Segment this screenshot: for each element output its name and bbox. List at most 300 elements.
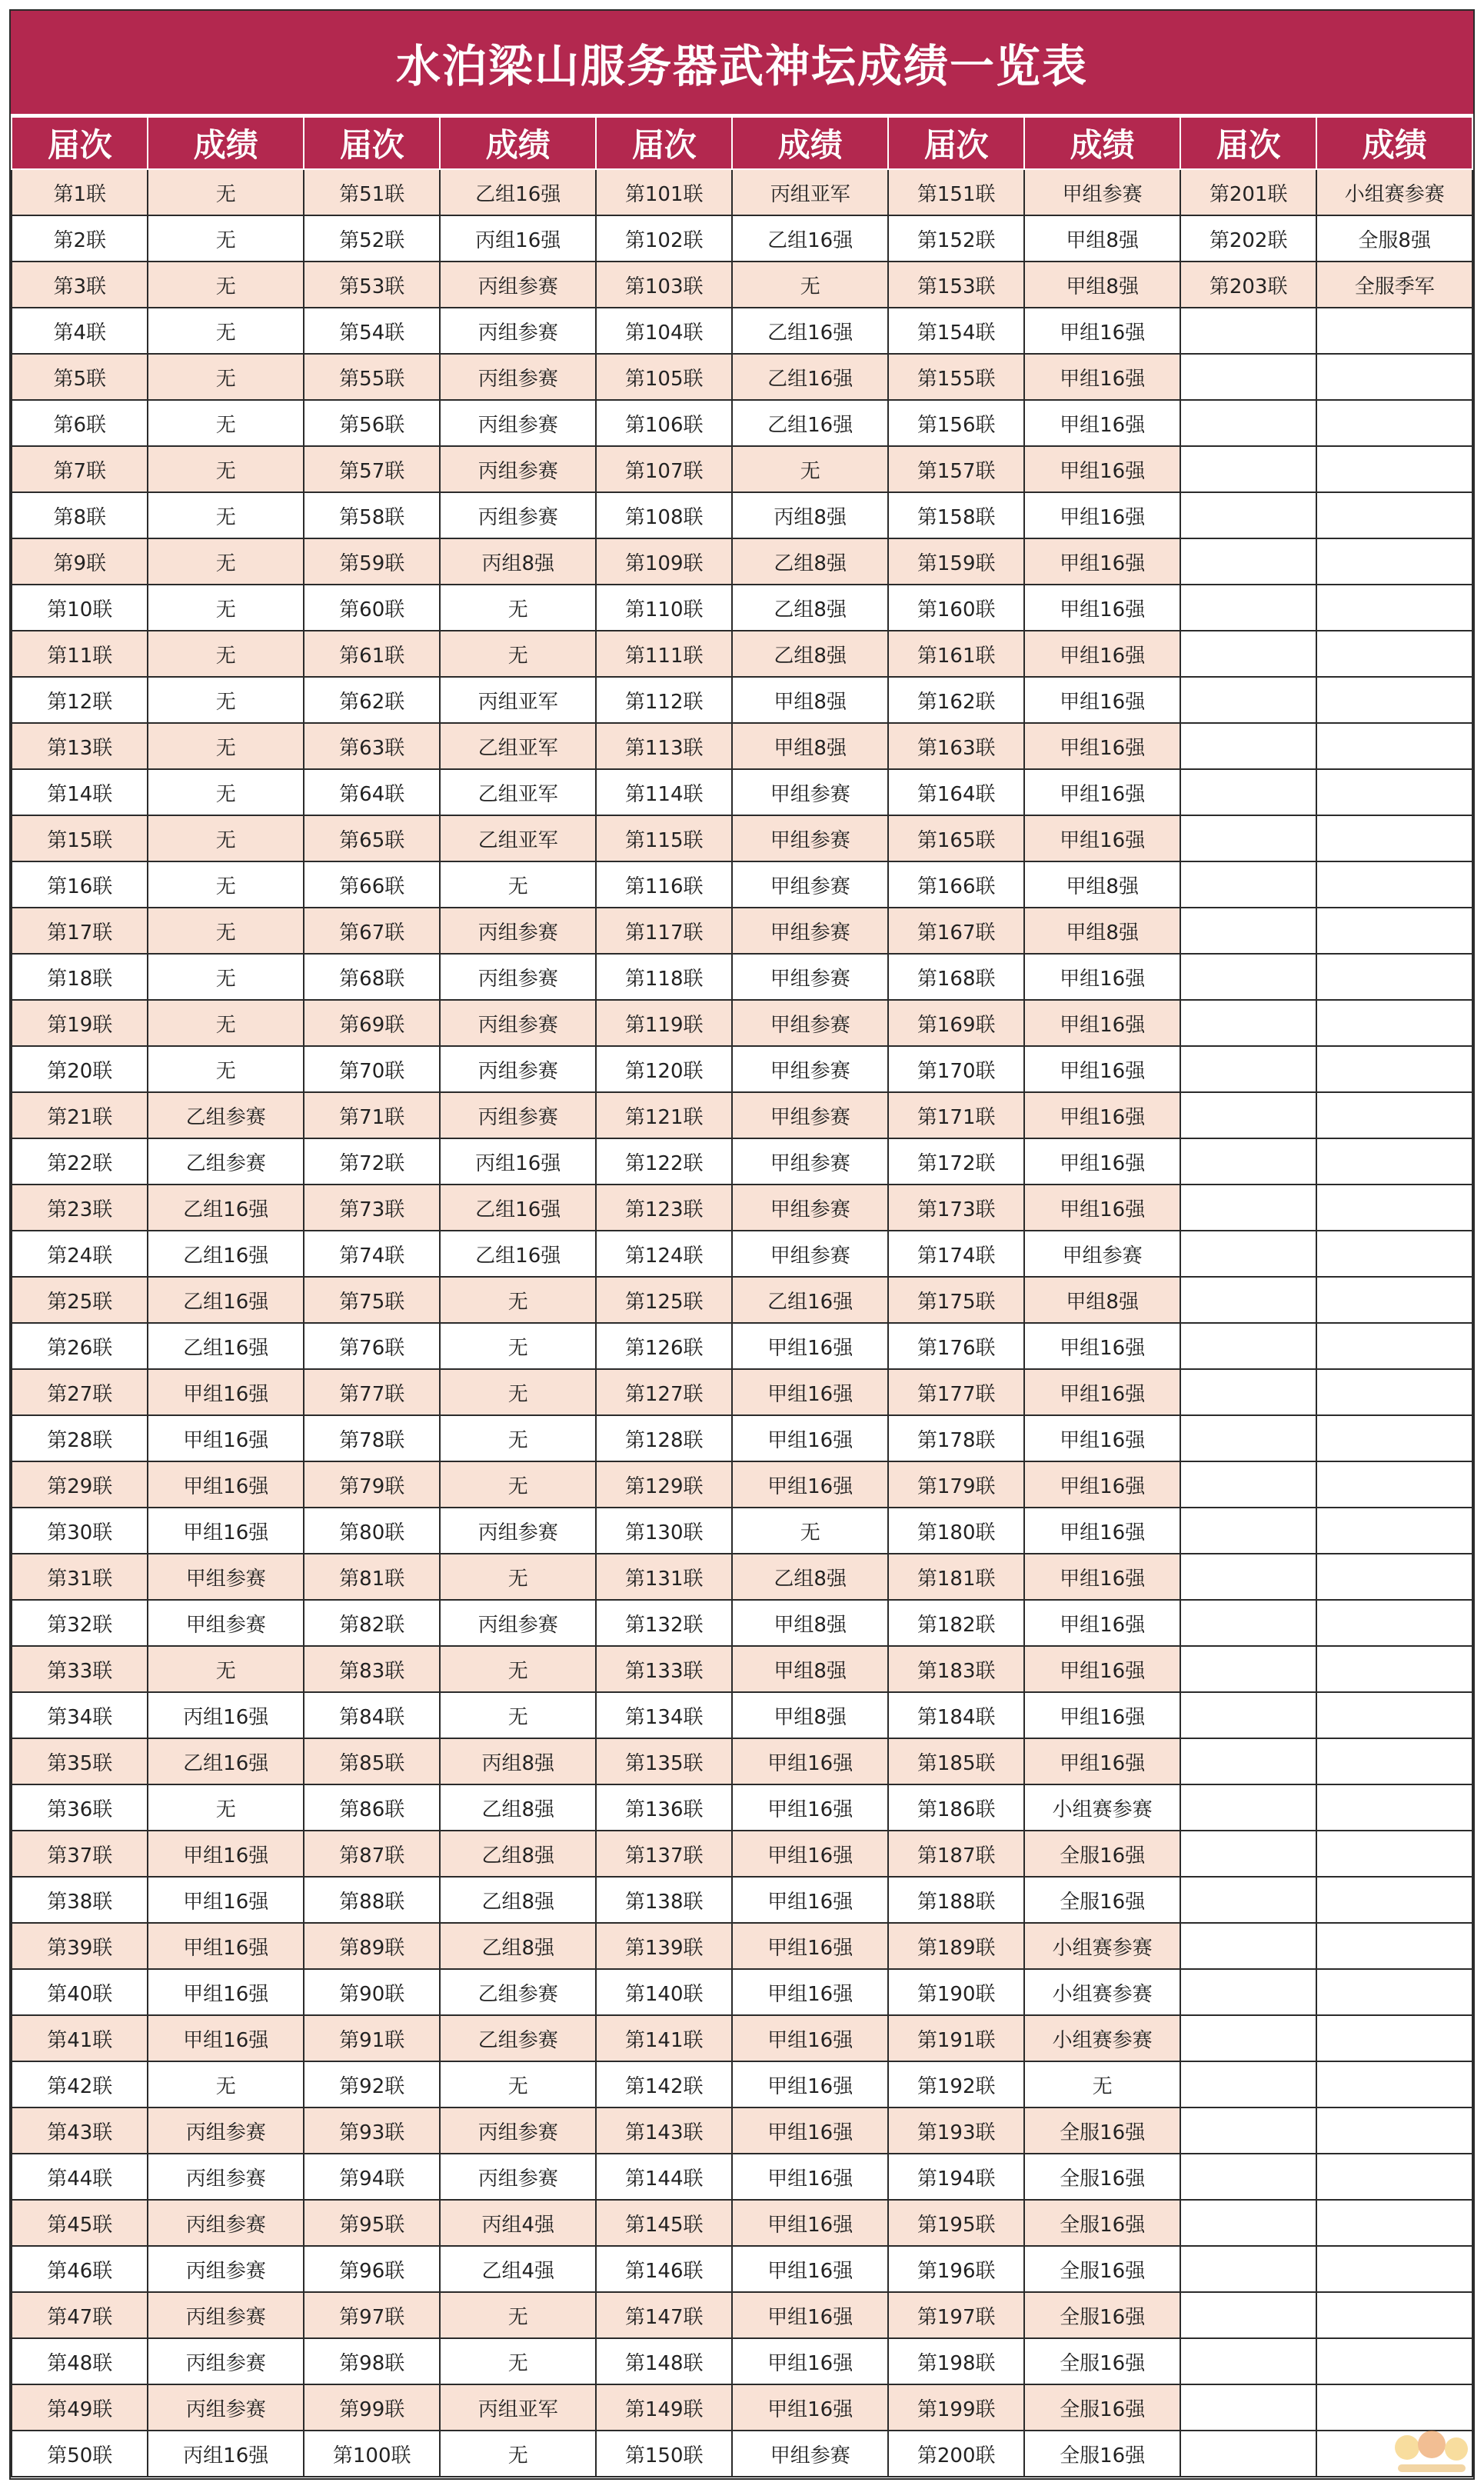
session-cell [1180, 2200, 1316, 2246]
result-cell: 乙组8强 [732, 538, 888, 585]
session-cell: 第85联 [304, 1738, 440, 1784]
result-cell: 甲组16强 [148, 1969, 304, 2015]
session-cell: 第24联 [12, 1231, 148, 1277]
session-cell [1180, 2107, 1316, 2154]
table-row [12, 1046, 1472, 1092]
session-cell [1180, 2338, 1316, 2384]
result-cell: 甲组16强 [148, 1923, 304, 1969]
result-cell: 丙组参赛 [440, 354, 596, 400]
result-cell [1316, 400, 1472, 446]
session-cell: 第5联 [12, 354, 148, 400]
session-cell: 第187联 [888, 1831, 1024, 1877]
session-cell: 第153联 [888, 262, 1024, 308]
session-cell [1180, 1138, 1316, 1185]
session-cell: 第98联 [304, 2338, 440, 2384]
session-cell: 第176联 [888, 1323, 1024, 1369]
result-cell: 无 [148, 1000, 304, 1046]
result-cell: 全服16强 [1024, 2292, 1180, 2338]
session-cell: 第36联 [12, 1784, 148, 1831]
session-cell: 第197联 [888, 2292, 1024, 2338]
session-cell: 第44联 [12, 2154, 148, 2200]
session-cell [1180, 354, 1316, 400]
result-cell: 丙组参赛 [440, 1046, 596, 1092]
header-session: 届次 [12, 117, 148, 169]
session-cell: 第172联 [888, 1138, 1024, 1185]
result-cell: 无 [440, 1461, 596, 1508]
session-cell: 第2联 [12, 215, 148, 262]
result-cell: 甲组参赛 [1024, 1231, 1180, 1277]
session-cell: 第164联 [888, 769, 1024, 815]
result-cell: 甲组16强 [732, 2200, 888, 2246]
result-cell: 丙组参赛 [440, 1508, 596, 1554]
table-row [12, 1000, 1472, 1046]
session-cell [1180, 2154, 1316, 2200]
table-row [12, 1508, 1472, 1554]
session-cell [1180, 1092, 1316, 1138]
session-cell: 第71联 [304, 1092, 440, 1138]
session-cell: 第143联 [596, 2107, 732, 2154]
session-cell: 第25联 [12, 1277, 148, 1323]
result-cell: 乙组亚军 [440, 815, 596, 861]
session-cell [1180, 1415, 1316, 1461]
result-cell [1316, 2292, 1472, 2338]
session-cell: 第31联 [12, 1554, 148, 1600]
session-cell: 第132联 [596, 1600, 732, 1646]
session-cell: 第139联 [596, 1923, 732, 1969]
result-cell: 甲组16强 [1024, 1646, 1180, 1692]
result-cell: 丙组参赛 [440, 2154, 596, 2200]
result-cell: 无 [148, 769, 304, 815]
session-cell: 第128联 [596, 1415, 732, 1461]
result-cell: 甲组16强 [732, 1923, 888, 1969]
table-row [12, 2384, 1472, 2431]
result-cell: 甲组16强 [148, 1415, 304, 1461]
result-cell: 甲组16强 [1024, 631, 1180, 677]
result-cell [1316, 1923, 1472, 1969]
session-cell: 第66联 [304, 861, 440, 908]
result-cell: 甲组16强 [148, 1461, 304, 1508]
result-cell: 丙组8强 [732, 492, 888, 538]
result-cell: 甲组16强 [148, 1877, 304, 1923]
session-cell: 第120联 [596, 1046, 732, 1092]
table-row [12, 400, 1472, 446]
session-cell: 第33联 [12, 1646, 148, 1692]
session-cell: 第91联 [304, 2015, 440, 2061]
result-cell: 无 [148, 262, 304, 308]
result-cell: 甲组8强 [732, 1646, 888, 1692]
table-row [12, 1600, 1472, 1646]
header-result: 成绩 [440, 117, 596, 169]
session-cell: 第203联 [1180, 262, 1316, 308]
session-cell [1180, 1692, 1316, 1738]
session-cell [1180, 1923, 1316, 1969]
table-row [12, 585, 1472, 631]
session-cell: 第70联 [304, 1046, 440, 1092]
result-cell: 甲组16强 [1024, 815, 1180, 861]
logo-icon [1390, 2424, 1473, 2478]
session-cell: 第184联 [888, 1692, 1024, 1738]
session-cell: 第46联 [12, 2246, 148, 2292]
result-cell: 全服8强 [1316, 215, 1472, 262]
session-cell: 第43联 [12, 2107, 148, 2154]
session-cell: 第56联 [304, 400, 440, 446]
result-cell: 丙组16强 [148, 1692, 304, 1738]
result-cell: 甲组16强 [1024, 1692, 1180, 1738]
session-cell: 第9联 [12, 538, 148, 585]
result-cell: 无 [148, 169, 304, 215]
result-cell: 甲组16强 [1024, 1738, 1180, 1784]
session-cell [1180, 1461, 1316, 1508]
session-cell: 第1联 [12, 169, 148, 215]
result-cell: 无 [732, 262, 888, 308]
result-cell: 甲组16强 [1024, 1554, 1180, 1600]
session-cell: 第166联 [888, 861, 1024, 908]
result-cell [1316, 354, 1472, 400]
result-cell: 无 [440, 1415, 596, 1461]
session-cell: 第181联 [888, 1554, 1024, 1600]
result-cell: 无 [440, 2338, 596, 2384]
result-cell [1316, 1784, 1472, 1831]
result-cell: 丙组8强 [440, 1738, 596, 1784]
result-cell [1316, 1831, 1472, 1877]
result-cell: 乙组8强 [440, 1831, 596, 1877]
session-cell: 第15联 [12, 815, 148, 861]
result-cell [1316, 1323, 1472, 1369]
result-cell: 丙组亚军 [440, 2384, 596, 2431]
result-cell: 甲组参赛 [732, 908, 888, 954]
session-cell: 第57联 [304, 446, 440, 492]
session-cell: 第13联 [12, 723, 148, 769]
session-cell: 第23联 [12, 1185, 148, 1231]
session-cell: 第194联 [888, 2154, 1024, 2200]
result-cell: 全服季军 [1316, 262, 1472, 308]
session-cell: 第105联 [596, 354, 732, 400]
result-cell: 乙组16强 [148, 1738, 304, 1784]
table-row [12, 1877, 1472, 1923]
result-cell [1316, 677, 1472, 723]
session-cell: 第167联 [888, 908, 1024, 954]
session-cell: 第84联 [304, 1692, 440, 1738]
session-cell: 第29联 [12, 1461, 148, 1508]
result-cell: 全服16强 [1024, 2431, 1180, 2477]
session-cell [1180, 815, 1316, 861]
result-cell: 甲组16强 [1024, 1461, 1180, 1508]
session-cell: 第144联 [596, 2154, 732, 2200]
result-cell: 甲组16强 [1024, 954, 1180, 1000]
result-cell [1316, 1092, 1472, 1138]
result-cell: 无 [148, 954, 304, 1000]
result-cell: 甲组8强 [1024, 262, 1180, 308]
result-cell: 小组赛参赛 [1024, 1923, 1180, 1969]
result-cell: 甲组16强 [732, 1461, 888, 1508]
table-row [12, 492, 1472, 538]
session-cell: 第95联 [304, 2200, 440, 2246]
result-cell: 无 [148, 631, 304, 677]
result-cell: 乙组16强 [440, 169, 596, 215]
session-cell [1180, 631, 1316, 677]
result-cell: 甲组参赛 [1024, 169, 1180, 215]
session-cell: 第123联 [596, 1185, 732, 1231]
header-session: 届次 [888, 117, 1024, 169]
session-cell: 第21联 [12, 1092, 148, 1138]
session-cell: 第97联 [304, 2292, 440, 2338]
session-cell [1180, 861, 1316, 908]
session-cell: 第87联 [304, 1831, 440, 1877]
result-cell [1316, 954, 1472, 1000]
result-cell: 甲组16强 [1024, 1185, 1180, 1231]
result-cell [1316, 2338, 1472, 2384]
result-cell: 甲组16强 [732, 1415, 888, 1461]
session-cell: 第82联 [304, 1600, 440, 1646]
session-cell: 第149联 [596, 2384, 732, 2431]
table-row [12, 2061, 1472, 2107]
result-cell: 无 [1024, 2061, 1180, 2107]
result-cell: 甲组16强 [1024, 400, 1180, 446]
session-cell: 第186联 [888, 1784, 1024, 1831]
result-cell: 乙组8强 [440, 1923, 596, 1969]
session-cell: 第124联 [596, 1231, 732, 1277]
session-cell [1180, 446, 1316, 492]
result-cell: 无 [148, 2061, 304, 2107]
result-cell: 无 [732, 1508, 888, 1554]
result-cell: 甲组16强 [1024, 1323, 1180, 1369]
session-cell: 第20联 [12, 1046, 148, 1092]
table-row [12, 1092, 1472, 1138]
result-cell: 甲组16强 [148, 1831, 304, 1877]
session-cell: 第108联 [596, 492, 732, 538]
result-cell: 甲组参赛 [732, 1231, 888, 1277]
session-cell: 第118联 [596, 954, 732, 1000]
session-cell [1180, 2246, 1316, 2292]
result-cell: 丙组4强 [440, 2200, 596, 2246]
result-cell: 无 [148, 1046, 304, 1092]
session-cell [1180, 400, 1316, 446]
table-row [12, 1923, 1472, 1969]
result-cell: 乙组16强 [732, 308, 888, 354]
result-cell: 丙组16强 [440, 1138, 596, 1185]
session-cell: 第74联 [304, 1231, 440, 1277]
table-row [12, 1738, 1472, 1784]
session-cell [1180, 1600, 1316, 1646]
result-cell: 甲组8强 [732, 1692, 888, 1738]
session-cell: 第129联 [596, 1461, 732, 1508]
result-cell: 甲组16强 [1024, 1138, 1180, 1185]
result-cell [1316, 1692, 1472, 1738]
result-cell: 无 [148, 815, 304, 861]
session-cell: 第110联 [596, 585, 732, 631]
result-cell: 甲组8强 [1024, 1277, 1180, 1323]
result-cell: 丙组参赛 [148, 2154, 304, 2200]
result-cell: 乙组16强 [148, 1231, 304, 1277]
result-cell: 乙组参赛 [440, 2015, 596, 2061]
session-cell: 第160联 [888, 585, 1024, 631]
session-cell: 第131联 [596, 1554, 732, 1600]
session-cell: 第96联 [304, 2246, 440, 2292]
header-result: 成绩 [1316, 117, 1472, 169]
table-row [12, 2338, 1472, 2384]
table-row [12, 308, 1472, 354]
session-cell: 第189联 [888, 1923, 1024, 1969]
result-cell [1316, 2154, 1472, 2200]
result-cell: 甲组16强 [1024, 446, 1180, 492]
session-cell: 第119联 [596, 1000, 732, 1046]
table-row [12, 262, 1472, 308]
table-row [12, 723, 1472, 769]
session-cell: 第202联 [1180, 215, 1316, 262]
header-session: 届次 [596, 117, 732, 169]
session-cell: 第200联 [888, 2431, 1024, 2477]
result-cell: 无 [148, 354, 304, 400]
session-cell: 第122联 [596, 1138, 732, 1185]
result-cell: 乙组8强 [732, 631, 888, 677]
session-cell: 第42联 [12, 2061, 148, 2107]
result-cell [1316, 908, 1472, 954]
results-table [11, 116, 1473, 2477]
result-cell: 丙组参赛 [440, 446, 596, 492]
result-cell: 无 [440, 2061, 596, 2107]
result-cell [1316, 861, 1472, 908]
result-cell [1316, 723, 1472, 769]
session-cell: 第27联 [12, 1369, 148, 1415]
session-cell: 第59联 [304, 538, 440, 585]
result-cell: 甲组16强 [732, 2292, 888, 2338]
result-cell: 甲组16强 [1024, 492, 1180, 538]
result-cell: 甲组16强 [148, 1369, 304, 1415]
table-row [12, 538, 1472, 585]
result-cell: 甲组16强 [732, 1369, 888, 1415]
session-cell [1180, 1000, 1316, 1046]
result-cell: 无 [148, 1646, 304, 1692]
result-cell [1316, 1369, 1472, 1415]
result-cell [1316, 2200, 1472, 2246]
session-cell: 第79联 [304, 1461, 440, 1508]
session-cell: 第26联 [12, 1323, 148, 1369]
result-cell: 丙组参赛 [148, 2338, 304, 2384]
session-cell: 第45联 [12, 2200, 148, 2246]
session-cell [1180, 1784, 1316, 1831]
result-cell [1316, 815, 1472, 861]
session-cell: 第173联 [888, 1185, 1024, 1231]
session-cell [1180, 2015, 1316, 2061]
result-cell: 甲组参赛 [732, 1046, 888, 1092]
session-cell: 第3联 [12, 262, 148, 308]
result-cell: 丙组参赛 [148, 2292, 304, 2338]
result-cell: 甲组参赛 [732, 1000, 888, 1046]
session-cell: 第35联 [12, 1738, 148, 1784]
result-cell [1316, 1138, 1472, 1185]
session-cell [1180, 538, 1316, 585]
result-cell: 丙组参赛 [440, 400, 596, 446]
session-cell [1180, 677, 1316, 723]
result-cell [1316, 1185, 1472, 1231]
table-row [12, 1692, 1472, 1738]
session-cell: 第145联 [596, 2200, 732, 2246]
session-cell: 第62联 [304, 677, 440, 723]
result-cell: 丙组8强 [440, 538, 596, 585]
table-row [12, 446, 1472, 492]
result-cell: 乙组参赛 [148, 1138, 304, 1185]
result-cell: 无 [148, 446, 304, 492]
result-cell: 丙组参赛 [148, 2246, 304, 2292]
session-cell [1180, 1646, 1316, 1692]
result-cell: 甲组16强 [1024, 1000, 1180, 1046]
table-row [12, 2200, 1472, 2246]
result-cell: 乙组16强 [732, 400, 888, 446]
table-row [12, 631, 1472, 677]
result-cell: 甲组参赛 [732, 1092, 888, 1138]
result-cell: 甲组16强 [1024, 354, 1180, 400]
result-cell: 甲组16强 [732, 2338, 888, 2384]
session-cell [1180, 585, 1316, 631]
session-cell: 第63联 [304, 723, 440, 769]
session-cell: 第142联 [596, 2061, 732, 2107]
result-cell: 甲组16强 [732, 2154, 888, 2200]
result-cell: 乙组亚军 [440, 769, 596, 815]
session-cell: 第116联 [596, 861, 732, 908]
session-cell: 第64联 [304, 769, 440, 815]
result-cell: 甲组16强 [732, 1323, 888, 1369]
result-cell: 甲组16强 [732, 2107, 888, 2154]
result-cell [1316, 538, 1472, 585]
header-session: 届次 [304, 117, 440, 169]
session-cell: 第158联 [888, 492, 1024, 538]
session-cell: 第135联 [596, 1738, 732, 1784]
session-cell: 第109联 [596, 538, 732, 585]
result-cell: 无 [148, 538, 304, 585]
session-cell: 第147联 [596, 2292, 732, 2338]
result-cell [1316, 1600, 1472, 1646]
result-cell: 甲组16强 [732, 1738, 888, 1784]
result-cell: 小组赛参赛 [1024, 1784, 1180, 1831]
result-cell: 全服16强 [1024, 2384, 1180, 2431]
session-cell: 第39联 [12, 1923, 148, 1969]
table-row [12, 354, 1472, 400]
result-cell [1316, 446, 1472, 492]
session-cell: 第6联 [12, 400, 148, 446]
session-cell: 第81联 [304, 1554, 440, 1600]
result-cell: 乙组16强 [440, 1231, 596, 1277]
session-cell: 第48联 [12, 2338, 148, 2384]
result-cell: 乙组16强 [732, 1277, 888, 1323]
session-cell: 第182联 [888, 1600, 1024, 1646]
result-cell: 无 [440, 1323, 596, 1369]
session-cell: 第10联 [12, 585, 148, 631]
result-cell: 丙组参赛 [148, 2107, 304, 2154]
table-row [12, 1554, 1472, 1600]
session-cell: 第196联 [888, 2246, 1024, 2292]
session-cell: 第19联 [12, 1000, 148, 1046]
result-cell: 无 [440, 1692, 596, 1738]
result-cell: 丙组参赛 [440, 954, 596, 1000]
session-cell: 第54联 [304, 308, 440, 354]
session-cell: 第151联 [888, 169, 1024, 215]
table-body [12, 169, 1472, 2477]
result-cell [1316, 1461, 1472, 1508]
session-cell: 第117联 [596, 908, 732, 954]
result-cell: 甲组8强 [732, 677, 888, 723]
session-cell [1180, 1185, 1316, 1231]
session-cell: 第11联 [12, 631, 148, 677]
result-cell: 甲组参赛 [732, 815, 888, 861]
result-cell [1316, 1508, 1472, 1554]
result-cell: 全服16强 [1024, 2107, 1180, 2154]
result-cell: 甲组参赛 [732, 954, 888, 1000]
session-cell [1180, 1738, 1316, 1784]
session-cell [1180, 2061, 1316, 2107]
session-cell: 第32联 [12, 1600, 148, 1646]
result-cell: 无 [148, 861, 304, 908]
result-cell: 小组赛参赛 [1316, 169, 1472, 215]
